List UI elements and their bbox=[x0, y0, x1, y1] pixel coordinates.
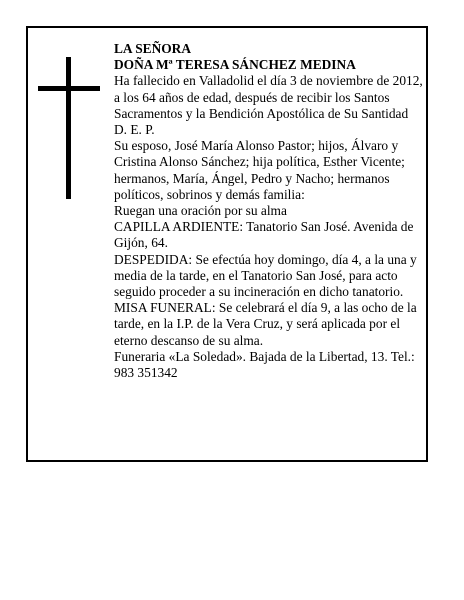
cross-horizontal-bar bbox=[38, 86, 100, 91]
deceased-name: DOÑA Mª TERESA SÁNCHEZ MEDINA bbox=[114, 57, 356, 73]
obituary-notice bbox=[26, 26, 428, 462]
rip-text: D. E. P. bbox=[114, 122, 155, 138]
obituary-text bbox=[114, 41, 428, 381]
cross-vertical-bar bbox=[66, 57, 71, 199]
funeral-home-info: Funeraria «La Soledad». Bajada de la Libertad, 13. Tel.: 983 351342 bbox=[114, 348, 415, 381]
mass-info: MISA FUNERAL: Se celebrará el día 9, a las ocho de la tarde, en la I.P. de la Vera Cruz, y será aplicada por el eterno descanso de su alma. bbox=[114, 300, 417, 348]
heading: LA SEÑORA bbox=[114, 41, 192, 56]
death-paragraph: Ha fallecido en Valladolid el día 3 de noviembre de 2012, a los 64 años de edad, después de recibir los Santos Sacramentos y la Bendición Apostólica de Su Santidad bbox=[114, 73, 423, 121]
prayer-request: Ruegan una oración por su alma bbox=[114, 203, 287, 219]
family-paragraph: Su esposo, José María Alonso Pastor; hijos, Álvaro y Cristina Alonso Sánchez; hija política, Esther Vicente; hermanos, María, Ángel, Pedro y Nacho; hermanos políticos, sobrinos y demás familia: bbox=[114, 138, 405, 202]
chapel-info: CAPILLA ARDIENTE: Tanatorio San José. Avenida de Gijón, 64. bbox=[114, 219, 414, 251]
cross-icon bbox=[38, 57, 102, 201]
farewell-info: DESPEDIDA: Se efectúa hoy domingo, día 4, a la una y media de la tarde, en el Tanatorio San José, para acto seguido proceder a su incineración en dicho tanatorio. bbox=[114, 251, 417, 300]
